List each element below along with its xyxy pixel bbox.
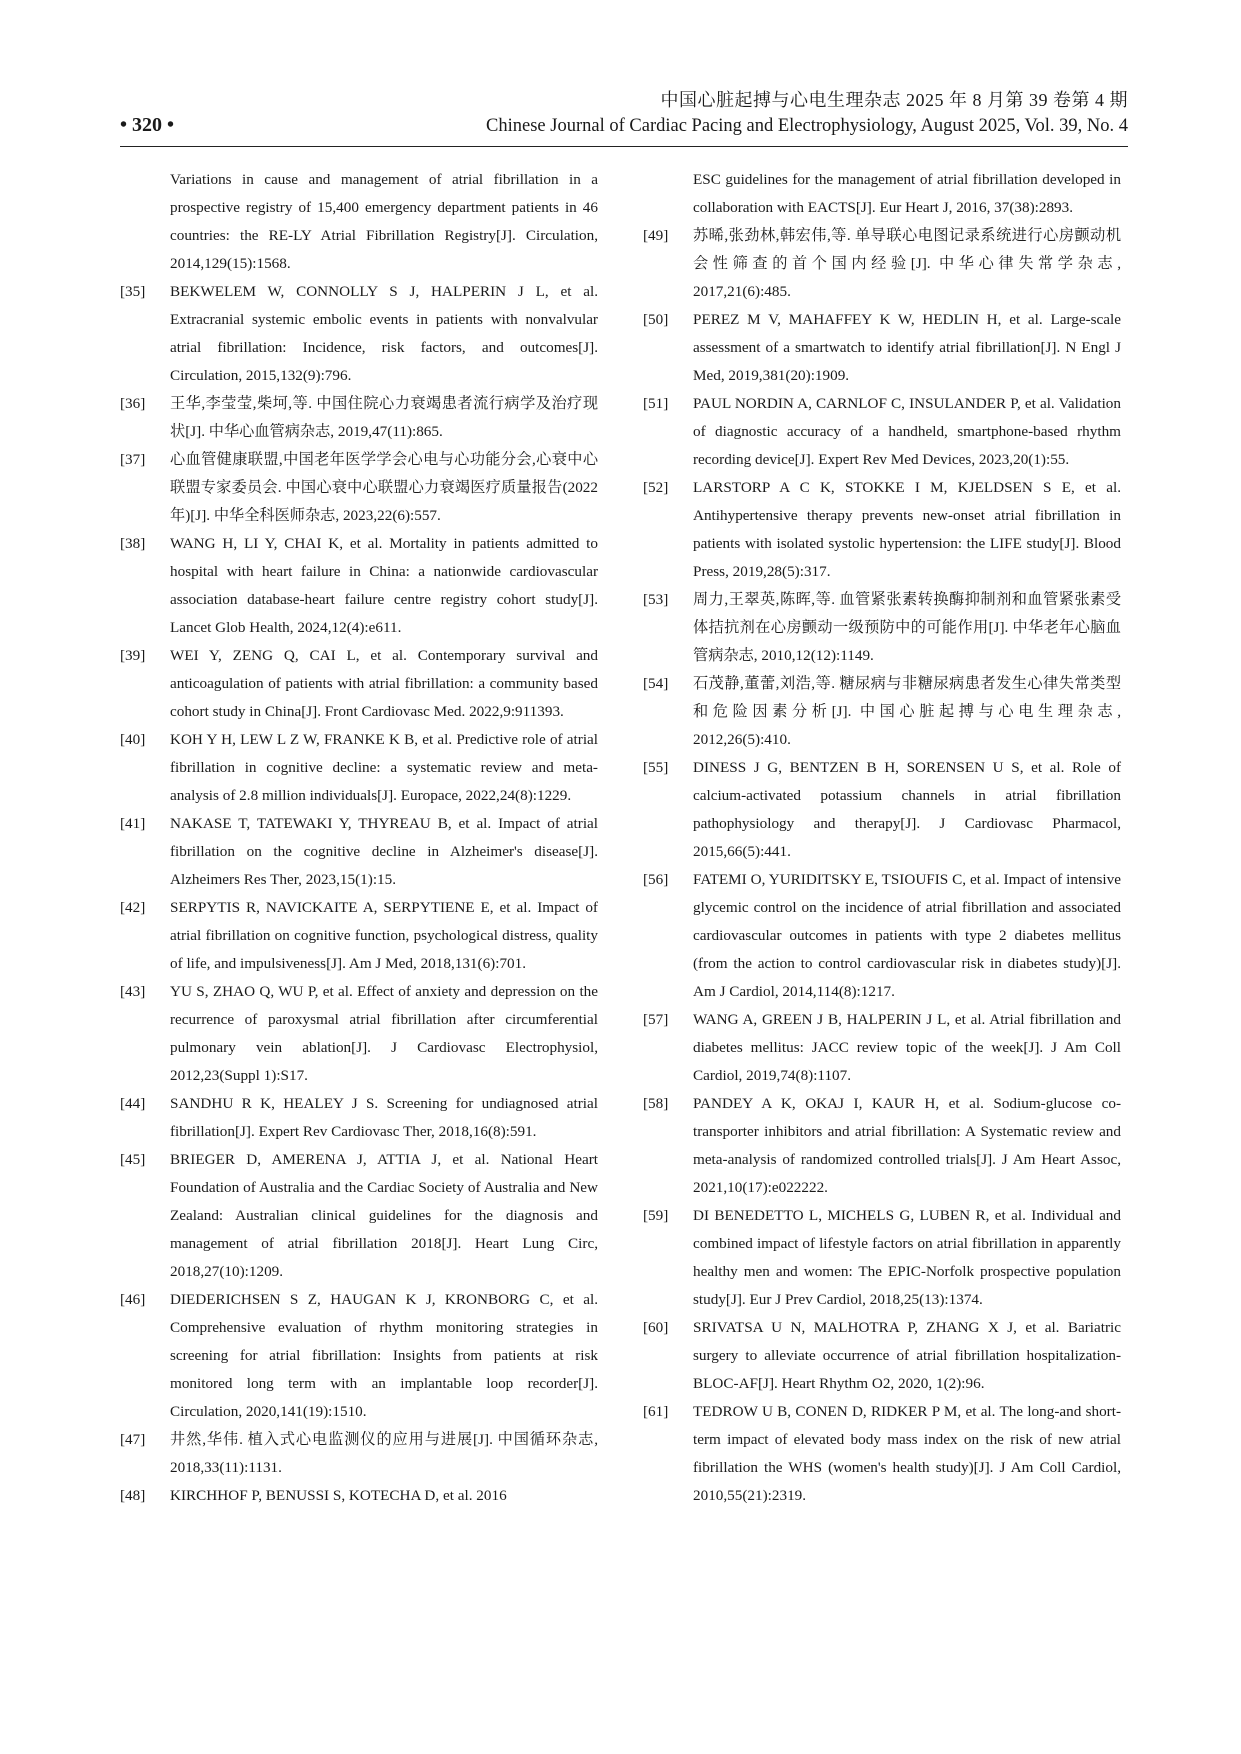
reference-entry	[120, 810, 598, 894]
reference-number: [42]	[120, 899, 146, 916]
reference-entry	[643, 1314, 1121, 1398]
reference-entry	[120, 166, 598, 278]
reference-number: [40]	[120, 731, 146, 748]
reference-number	[120, 166, 170, 278]
reference-entry	[643, 1202, 1121, 1314]
reference-entry	[120, 390, 598, 446]
reference-text: WANG H, LI Y, CHAI K, et al. Mortality in patients admitted to hospital with heart failure in China: a nationwide cardiovascular association database-heart failure centre registry cohort study[J]. Lancet Glob Health, 2024,12(4):e611.	[170, 535, 598, 636]
reference-text: Variations in cause and management of atrial fibrillation in a prospective registry of 15,400 emergency department patients in 46 countries: the RE-LY Atrial Fibrillation Registry[J]. Circulation, 2014,129(15):1568.	[170, 171, 598, 272]
reference-entry	[643, 670, 1121, 754]
reference-number: [56]	[643, 871, 669, 888]
reference-text: KOH Y H, LEW L Z W, FRANKE K B, et al. Predictive role of atrial fibrillation in cognitive decline: a systematic review and meta-analysis of 2.8 million individuals[J]. Europace, 2022,24(8):1229.	[170, 731, 598, 804]
reference-number: [45]	[120, 1151, 146, 1168]
reference-text: 苏晞,张劲林,韩宏伟,等. 单导联心电图记录系统进行心房颤动机会性筛查的首个国内经验[J]. 中华心律失常学杂志, 2017,21(6):485.	[693, 227, 1121, 300]
reference-number: [49]	[643, 227, 669, 244]
reference-entry	[643, 166, 1121, 222]
reference-entry	[643, 1006, 1121, 1090]
reference-entry	[643, 306, 1121, 390]
reference-text: WANG A, GREEN J B, HALPERIN J L, et al. Atrial fibrillation and diabetes mellitus: JACC review topic of the week[J]. J Am Coll Cardiol, 2019,74(8):1107.	[693, 1011, 1121, 1084]
reference-entry	[120, 530, 598, 642]
reference-text: 周力,王翠英,陈晖,等. 血管紧张素转换酶抑制剂和血管紧张素受体拮抗剂在心房颤动一级预防中的可能作用[J]. 中华老年心脑血管病杂志, 2010,12(12):1149.	[693, 591, 1121, 664]
reference-entry	[643, 1090, 1121, 1202]
reference-text: KIRCHHOF P, BENUSSI S, KOTECHA D, et al. 2016	[170, 1487, 507, 1504]
reference-entry	[120, 1482, 598, 1510]
reference-number: [43]	[120, 983, 146, 1000]
reference-number	[643, 166, 693, 222]
reference-number: [38]	[120, 535, 146, 552]
reference-number: [55]	[643, 759, 669, 776]
reference-entry	[120, 726, 598, 810]
reference-entry	[643, 586, 1121, 670]
reference-entry	[643, 474, 1121, 586]
reference-entry	[120, 894, 598, 978]
reference-number: [57]	[643, 1011, 669, 1028]
reference-text: PAUL NORDIN A, CARNLOF C, INSULANDER P, et al. Validation of diagnostic accuracy of a handheld, smartphone-based rhythm recording device[J]. Expert Rev Med Devices, 2023,20(1):55.	[693, 395, 1121, 468]
reference-number: [54]	[643, 675, 669, 692]
reference-text: ESC guidelines for the management of atrial fibrillation developed in collaboration with EACTS[J]. Eur Heart J, 2016, 37(38):2893.	[693, 171, 1121, 216]
reference-text: SANDHU R K, HEALEY J S. Screening for undiagnosed atrial fibrillation[J]. Expert Rev Cardiovasc Ther, 2018,16(8):591.	[170, 1095, 598, 1140]
reference-text: NAKASE T, TATEWAKI Y, THYREAU B, et al. Impact of atrial fibrillation on the cognitive decline in Alzheimer's disease[J]. Alzheimers Res Ther, 2023,15(1):15.	[170, 815, 598, 888]
reference-text: 心血管健康联盟,中国老年医学学会心电与心功能分会,心衰中心联盟专家委员会. 中国心衰中心联盟心力衰竭医疗质量报告(2022年)[J]. 中华全科医师杂志, 2023,22(6):557.	[170, 451, 598, 524]
reference-text: YU S, ZHAO Q, WU P, et al. Effect of anxiety and depression on the recurrence of paroxysmal atrial fibrillation after circumferential pulmonary vein ablation[J]. J Cardiovasc Electrophysiol, 2012,23(Suppl 1):S17.	[170, 983, 598, 1084]
reference-text: FATEMI O, YURIDITSKY E, TSIOUFIS C, et al. Impact of intensive glycemic control on the incidence of atrial fibrillation and associated cardiovascular outcomes in patients with type 2 diabetes mellitus (from the action to control cardiovascular risk in diabetes study)[J]. Am J Cardiol, 2014,114(8):1217.	[693, 871, 1121, 1000]
reference-number: [52]	[643, 479, 669, 496]
reference-number: [60]	[643, 1319, 669, 1336]
reference-entry	[120, 1286, 598, 1426]
reference-text: DINESS J G, BENTZEN B H, SORENSEN U S, et al. Role of calcium-activated potassium channels in atrial fibrillation pathophysiology and therapy[J]. J Cardiovasc Pharmacol, 2015,66(5):441.	[693, 759, 1121, 860]
reference-entry	[643, 866, 1121, 1006]
header-rule	[120, 146, 1128, 147]
references-right-column	[643, 166, 1121, 1510]
reference-number: [46]	[120, 1291, 146, 1308]
reference-number: [58]	[643, 1095, 669, 1112]
page-number: • 320 •	[120, 114, 175, 136]
reference-entry	[120, 1426, 598, 1482]
reference-text: DIEDERICHSEN S Z, HAUGAN K J, KRONBORG C, et al. Comprehensive evaluation of rhythm monitoring strategies in screening for atrial fibrillation: Insights from patients at risk monitored long term with an implantable loop recorder[J]. Circulation, 2020,141(19):1510.	[170, 1291, 598, 1420]
reference-number: [37]	[120, 451, 146, 468]
reference-entry	[120, 278, 598, 390]
reference-text: BRIEGER D, AMERENA J, ATTIA J, et al. National Heart Foundation of Australia and the Cardiac Society of Australia and New Zealand: Australian clinical guidelines for the diagnosis and management of atrial fibrillation 2018[J]. Heart Lung Circ, 2018,27(10):1209.	[170, 1151, 598, 1280]
reference-text: 王华,李莹莹,柴坷,等. 中国住院心力衰竭患者流行病学及治疗现状[J]. 中华心血管病杂志, 2019,47(11):865.	[170, 395, 598, 440]
reference-text: PANDEY A K, OKAJ I, KAUR H, et al. Sodium-glucose co-transporter inhibitors and atrial fibrillation: A Systematic review and meta-analysis of randomized controlled trials[J]. J Am Heart Assoc, 2021,10(17):e022222.	[693, 1095, 1121, 1196]
reference-number: [53]	[643, 591, 669, 608]
reference-entry	[120, 642, 598, 726]
reference-text: TEDROW U B, CONEN D, RIDKER P M, et al. The long-and short-term impact of elevated body mass index on the risk of new atrial fibrillation the WHS (women's health study)[J]. J Am Coll Cardiol, 2010,55(21):2319.	[693, 1403, 1121, 1504]
references-left-column	[120, 166, 598, 1510]
reference-entry	[643, 390, 1121, 474]
reference-text: 井然,华伟. 植入式心电监测仪的应用与进展[J]. 中国循环杂志, 2018,33(11):1131.	[170, 1431, 598, 1476]
running-header	[120, 114, 1128, 137]
reference-entry	[643, 754, 1121, 866]
reference-text: 石茂静,董蕾,刘浩,等. 糖尿病与非糖尿病患者发生心律失常类型和危险因素分析[J]. 中国心脏起搏与心电生理杂志, 2012,26(5):410.	[693, 675, 1121, 748]
reference-number: [61]	[643, 1403, 669, 1420]
reference-entry	[120, 978, 598, 1090]
reference-text: SRIVATSA U N, MALHOTRA P, ZHANG X J, et al. Bariatric surgery to alleviate occurrence of atrial fibrillation hospitalization-BLOC-AF[J]. Heart Rhythm O2, 2020, 1(2):96.	[693, 1319, 1121, 1392]
reference-text: LARSTORP A C K, STOKKE I M, KJELDSEN S E, et al. Antihypertensive therapy prevents new-onset atrial fibrillation in patients with isolated systolic hypertension: the LIFE study[J]. Blood Press, 2019,28(5):317.	[693, 479, 1121, 580]
reference-entry	[120, 1090, 598, 1146]
reference-text: SERPYTIS R, NAVICKAITE A, SERPYTIENE E, et al. Impact of atrial fibrillation on cognitive function, psychological distress, quality of life, and impulsiveness[J]. Am J Med, 2018,131(6):701.	[170, 899, 598, 972]
reference-number: [44]	[120, 1095, 146, 1112]
journal-title-cn: 中国心脏起搏与心电生理杂志 2025 年 8 月第 39 卷第 4 期	[660, 90, 1128, 110]
journal-title-en: Chinese Journal of Cardiac Pacing and Electrophysiology, August 2025, Vol. 39, No. 4	[486, 116, 1128, 136]
reference-number: [59]	[643, 1207, 669, 1224]
reference-number: [41]	[120, 815, 146, 832]
reference-text: WEI Y, ZENG Q, CAI L, et al. Contemporary survival and anticoagulation of patients with atrial fibrillation: a community based cohort study in China[J]. Front Cardiovasc Med. 2022,9:911393.	[170, 647, 598, 720]
reference-number: [51]	[643, 395, 669, 412]
reference-number: [35]	[120, 283, 146, 300]
reference-text: BEKWELEM W, CONNOLLY S J, HALPERIN J L, et al. Extracranial systemic embolic events in patients with nonvalvular atrial fibrillation: Incidence, risk factors, and outcomes[J]. Circulation, 2015,132(9):796.	[170, 283, 598, 384]
reference-entry	[120, 446, 598, 530]
reference-text: PEREZ M V, MAHAFFEY K W, HEDLIN H, et al. Large-scale assessment of a smartwatch to identify atrial fibrillation[J]. N Engl J Med, 2019,381(20):1909.	[693, 311, 1121, 384]
reference-number: [39]	[120, 647, 146, 664]
reference-number: [36]	[120, 395, 146, 412]
reference-entry	[643, 222, 1121, 306]
reference-number: [48]	[120, 1487, 146, 1504]
reference-text: DI BENEDETTO L, MICHELS G, LUBEN R, et al. Individual and combined impact of lifestyle factors on atrial fibrillation in apparently healthy men and women: The EPIC-Norfolk prospective population study[J]. Eur J Prev Cardiol, 2018,25(13):1374.	[693, 1207, 1121, 1308]
reference-number: [50]	[643, 311, 669, 328]
reference-entry	[120, 1146, 598, 1286]
reference-number: [47]	[120, 1431, 146, 1448]
reference-entry	[643, 1398, 1121, 1510]
